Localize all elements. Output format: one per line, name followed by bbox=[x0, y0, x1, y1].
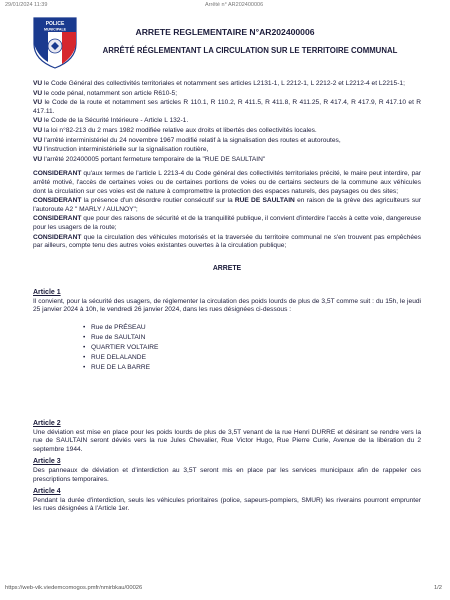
article-title: Article 1 bbox=[33, 289, 61, 297]
print-timestamp: 29/01/2024 11:39 bbox=[5, 2, 48, 8]
vu-item: VU le Code Général des collectivités territoriales et notamment ses articles L2131-1, L 2212-1, L 2212-2 et L2212-4 et L2215-1; bbox=[33, 80, 405, 87]
considerant-item: CONSIDERANT qu'aux termes de l'article L 2213-4 du Code général des collectivités territoriales précité, le maire peut interdire, par arrêté motivé, l'accès de certaines voies ou de certaines portions de voies ou de certains secteurs de la commune aux véhicules dont la circulation sur ces voies est de nature à compromettre la protection des espaces naturels, des paysages ou des sites; bbox=[33, 170, 421, 195]
considerant-item: CONSIDERANT que pour des raisons de sécurité et de la tranquillité publique, il convient d'interdire l'accès à cette voie, dangereuse pour les usagers de la route; bbox=[33, 215, 421, 231]
article-text: Il convient, pour la sécurité des usagers, de réglementer la circulation des poids lourds de plus de 3,5T comme suit : du 15h, le jeudi 25 janvier 2024 à 10h, le vendredi 26 janvier 2024, dans les rues désignées ci-dessous : bbox=[33, 297, 421, 314]
document-title: ARRETE REGLEMENTAIRE N°AR202400006 bbox=[135, 27, 315, 37]
street-item: • Rue de SAULTAIN bbox=[91, 333, 421, 343]
article-4 bbox=[33, 488, 421, 514]
vu-item: VU le Code de la Sécurité Intérieure - Article L 132-1. bbox=[33, 117, 189, 125]
article-title: Article 3 bbox=[33, 458, 61, 466]
document-body bbox=[33, 80, 421, 514]
vu-item: VU l'arrêté 202400005 portant fermeture temporaire de la "RUE DE SAULTAIN" bbox=[33, 155, 266, 163]
article-title: Article 2 bbox=[33, 420, 61, 428]
article-3 bbox=[33, 458, 421, 484]
document-subtitle: ARRÊTÉ RÉGLEMENTANT LA CIRCULATION SUR LE TERRITOIRE COMMUNAL bbox=[102, 46, 398, 55]
police-municipale-logo bbox=[30, 12, 80, 70]
article-text: Pendant la durée d'interdiction, seuls les véhicules prioritaires (police, sapeurs-pompiers, SMUR) les riverains pourront emprunter les rues désignées à l'Article 1er. bbox=[33, 496, 421, 513]
article-text: Une déviation est mise en place pour les poids lourds de plus de 3,5T venant de la rue Henri DURRE et désirant se rendre vers la rue de SAULTAIN seront déviés vers la rue Jules Chevalier, Rue Victor Hugo, Rue Pierre Curie, Avenue de la libération du 2 septembre 1944. bbox=[33, 428, 421, 453]
street-item: • Rue de PRÉSEAU bbox=[91, 323, 421, 333]
vu-item: VU la loi n°82-213 du 2 mars 1982 modifiée relative aux droits et libertés des collectivités locales. bbox=[33, 126, 317, 134]
print-footer bbox=[5, 585, 442, 595]
article-text: Des panneaux de déviation et d'interdiction au 3,5T seront mis en place par les services municipaux afin de rappeler ces prescriptions temporaires. bbox=[33, 467, 421, 483]
considerant-section bbox=[33, 170, 421, 250]
arrete-heading: ARRETE bbox=[212, 264, 242, 272]
vu-section bbox=[33, 80, 421, 164]
print-header bbox=[5, 2, 445, 10]
street-item: • RUE DELALANDE bbox=[91, 353, 421, 363]
street-list bbox=[33, 323, 421, 373]
street-item: • RUE DE LA BARRE bbox=[91, 363, 421, 373]
street-item: • QUARTIER VOLTAIRE bbox=[91, 343, 421, 353]
vu-item: VU l'instruction interministérielle sur la signalisation routière, bbox=[33, 146, 209, 154]
considerant-item: CONSIDERANT la présence d'un désordre routier consécutif sur la RUE DE SAULTAIN en raison de la grève des agriculteurs sur l'autoroute A2 " MARLY / AULNOY"; bbox=[33, 197, 421, 213]
vu-item: VU l'arrêté interministériel du 24 novembre 1967 modifié relatif à la signalisation des routes et autoroutes, bbox=[33, 136, 341, 144]
logo-text: POLICE bbox=[45, 21, 65, 27]
considerant-item: CONSIDERANT que la circulation des véhicules motorisés et la traversée du territoire communal ne s'en trouvent pas empêchées par ailleurs, compte tenu des autres voies existantes ouvertes à la circulation publique; bbox=[33, 233, 421, 250]
article-2 bbox=[33, 420, 421, 454]
footer-url: https://web-vik.viedemcomogos.pmfr/nmirbkau/00026 bbox=[5, 585, 143, 591]
page-number: 1/2 bbox=[433, 585, 442, 591]
vu-item: VU le Code de la route et notamment ses articles R 110.1, R 110.2, R 411.5, R 411.8, R 411.25, R 417.4, R 417.9, R 417.10 et R 417.11. bbox=[33, 99, 421, 115]
print-reference: Arrêté n° AR202400006 bbox=[205, 2, 264, 8]
article-title: Article 4 bbox=[33, 488, 61, 496]
vu-item: VU le code pénal, notamment son article R610-5; bbox=[33, 89, 178, 97]
article-1 bbox=[33, 289, 421, 373]
svg-text:MUNICIPALE: MUNICIPALE bbox=[43, 27, 67, 32]
